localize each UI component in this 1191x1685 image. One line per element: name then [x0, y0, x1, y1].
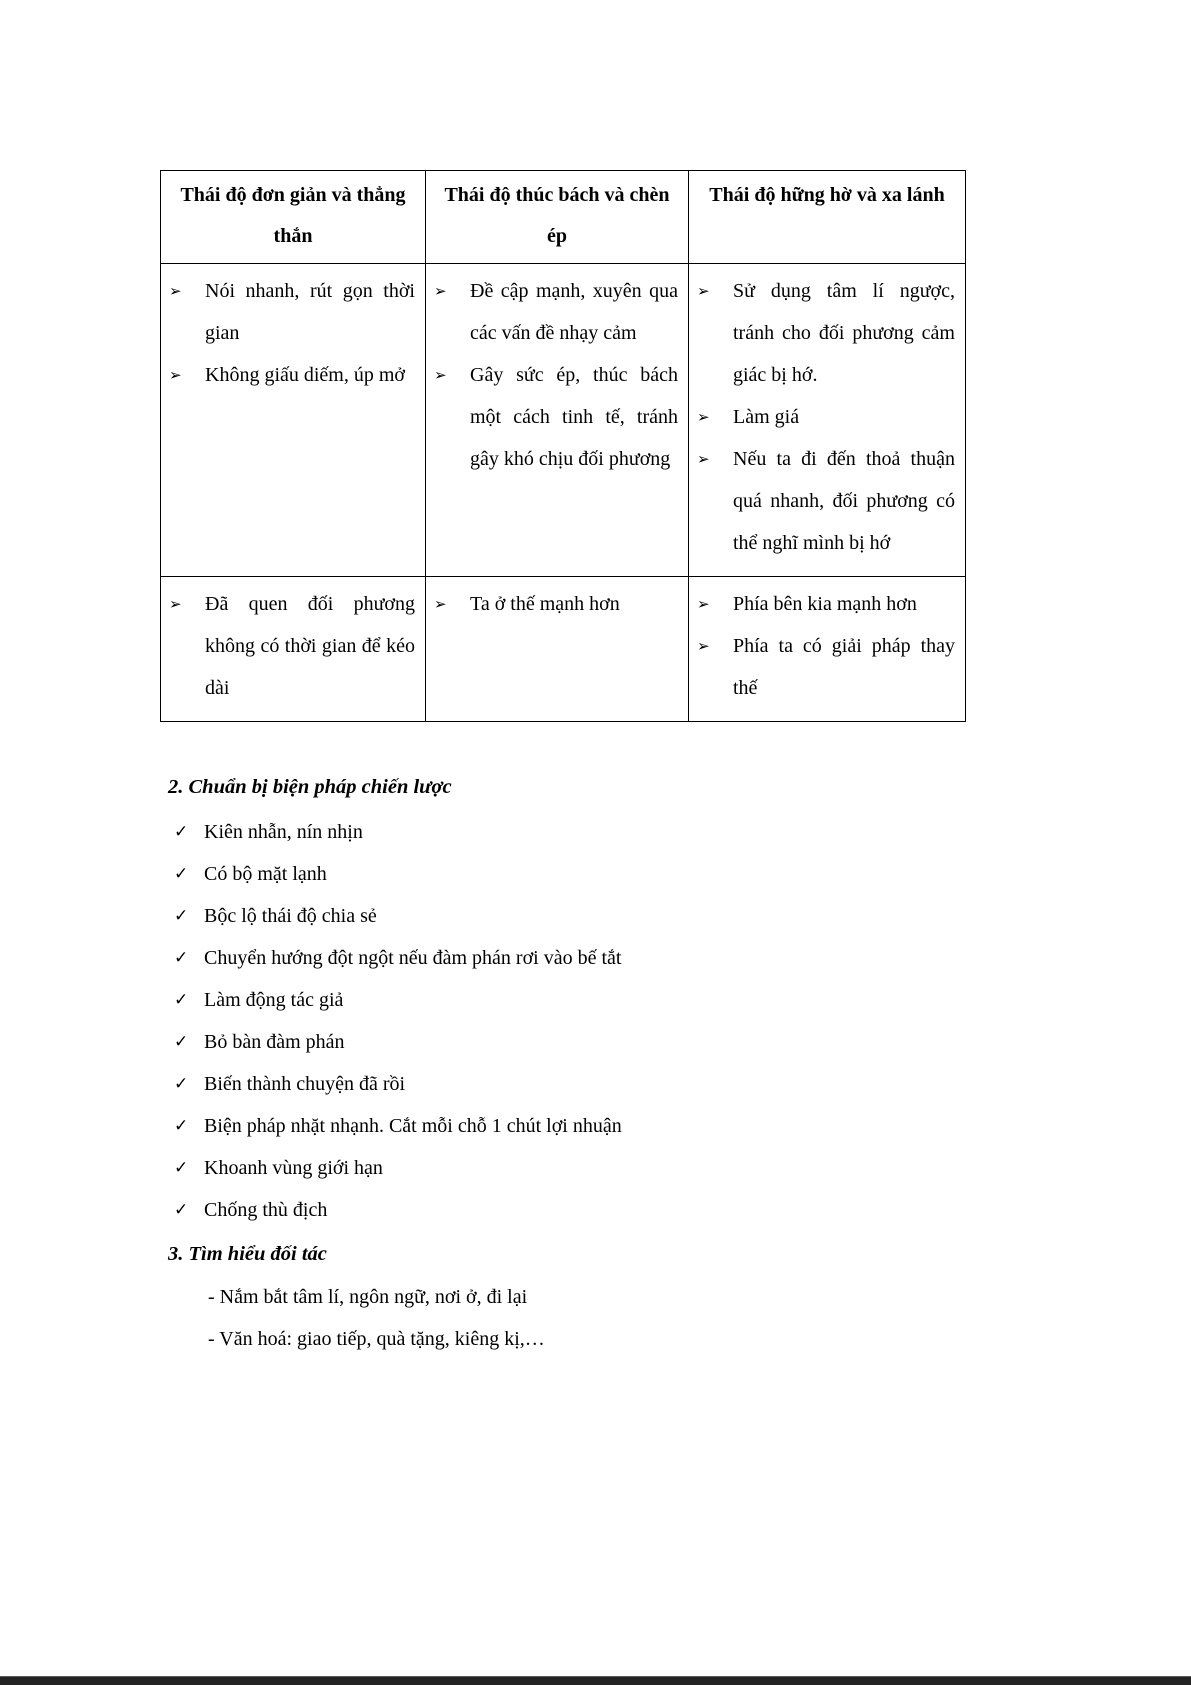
arrowhead-bullet-icon: ➢ — [434, 282, 447, 300]
checklist-item-text: Khoanh vùng giới hạn — [204, 1157, 383, 1180]
arrowhead-bullet-icon: ➢ — [169, 595, 182, 613]
bullet-item-text: Làm giá — [733, 406, 800, 428]
checklist-item-text: Biện pháp nhặt nhạnh. Cắt mỗi chỗ 1 chút lợi nhuận — [204, 1115, 622, 1138]
bullet-item-text: Gây sức ép, thúc bách một cách tinh tế, tránh gây khó chịu đối phương — [470, 364, 678, 470]
arrowhead-bullet-icon: ➢ — [697, 408, 710, 426]
checklist-item — [160, 895, 965, 937]
checklist-item-text: Kiên nhẫn, nín nhịn — [204, 821, 363, 844]
table-header-pressing: Thái độ thúc bách và chèn ép — [426, 171, 689, 264]
checklist-item-text: Bỏ bàn đàm phán — [204, 1031, 345, 1054]
table-cell-r1c1 — [161, 264, 426, 577]
table-cell-r2c1 — [161, 577, 426, 722]
checklist-item — [160, 811, 965, 853]
bullet-item — [169, 270, 415, 354]
table-cell-r2c3 — [689, 577, 966, 722]
section-strategy-preparation — [160, 766, 965, 1231]
table-cell-r1c2 — [426, 264, 689, 577]
table-row — [161, 577, 966, 722]
arrowhead-bullet-icon: ➢ — [697, 282, 710, 300]
check-icon: ✓ — [174, 1116, 189, 1137]
check-icon: ✓ — [174, 906, 189, 927]
check-icon: ✓ — [174, 1200, 189, 1221]
bullet-item — [697, 583, 955, 625]
attitudes-table — [160, 170, 966, 722]
checklist-item-text: Có bộ mặt lạnh — [204, 863, 327, 886]
checklist-item — [160, 937, 965, 979]
bullet-item — [169, 583, 415, 709]
checklist-item — [160, 979, 965, 1021]
arrowhead-bullet-icon: ➢ — [169, 366, 182, 384]
bullet-item-text: Đề cập mạnh, xuyên qua các vấn đề nhạy cảm — [470, 280, 678, 344]
table-header-indifferent: Thái độ hững hờ và xa lánh — [689, 171, 966, 264]
bullet-item — [434, 354, 678, 480]
check-icon: ✓ — [174, 948, 189, 969]
section-heading: 3. Tìm hiểu đối tác — [168, 1243, 327, 1266]
page-bottom-bar — [0, 1676, 1191, 1685]
table-cell-r2c2 — [426, 577, 689, 722]
bullet-item — [697, 270, 955, 396]
strategy-checklist — [160, 811, 965, 1231]
section-heading: 2. Chuẩn bị biện pháp chiến lược — [168, 776, 452, 798]
checklist-item-text: Bộc lộ thái độ chia sẻ — [204, 905, 377, 928]
bullet-item-text: Nói nhanh, rút gọn thời gian — [205, 280, 415, 344]
bullet-item-text: Phía bên kia mạnh hơn — [733, 593, 917, 615]
bullet-item — [434, 270, 678, 354]
dash-item: - Nắm bắt tâm lí, ngôn ngữ, nơi ở, đi lại — [208, 1286, 528, 1309]
arrowhead-bullet-icon: ➢ — [169, 282, 182, 300]
checklist-item — [160, 853, 965, 895]
checklist-item — [160, 1147, 965, 1189]
bullet-item-text: Không giấu diếm, úp mở — [205, 364, 405, 386]
table-header-simple-direct: Thái độ đơn giản và thẳng thắn — [161, 171, 426, 264]
checklist-item — [160, 1189, 965, 1231]
checklist-item-text: Chuyển hướng đột ngột nếu đàm phán rơi vào bế tắt — [204, 947, 622, 970]
table-cell-r1c3 — [689, 264, 966, 577]
check-icon: ✓ — [174, 822, 189, 843]
checklist-item — [160, 1021, 965, 1063]
table-header-row — [161, 171, 966, 264]
bullet-item — [434, 583, 678, 625]
arrowhead-bullet-icon: ➢ — [697, 637, 710, 655]
bullet-item — [697, 396, 955, 438]
check-icon: ✓ — [174, 1032, 189, 1053]
bullet-item — [697, 438, 955, 564]
bullet-item-text: Đã quen đối phương không có thời gian để kéo dài — [205, 593, 415, 699]
arrowhead-bullet-icon: ➢ — [434, 366, 447, 384]
check-icon: ✓ — [174, 1158, 189, 1179]
checklist-item-text: Biến thành chuyện đã rồi — [204, 1073, 406, 1096]
check-icon: ✓ — [174, 990, 189, 1011]
arrowhead-bullet-icon: ➢ — [697, 595, 710, 613]
bullet-item-text: Phía ta có giải pháp thay thế — [733, 635, 955, 699]
check-icon: ✓ — [174, 1074, 189, 1095]
checklist-item — [160, 1105, 965, 1147]
checklist-item-text: Chống thù địch — [204, 1199, 328, 1222]
checklist-item-text: Làm động tác giả — [204, 989, 344, 1012]
arrowhead-bullet-icon: ➢ — [697, 450, 710, 468]
bullet-item-text: Nếu ta đi đến thoả thuận quá nhanh, đối phương có thể nghĩ mình bị hớ — [733, 448, 955, 554]
bullet-item — [697, 625, 955, 709]
section-partner-research — [160, 1233, 965, 1360]
checklist-item — [160, 1063, 965, 1105]
arrowhead-bullet-icon: ➢ — [434, 595, 447, 613]
check-icon: ✓ — [174, 864, 189, 885]
table-row — [161, 264, 966, 577]
bullet-item-text: Sử dụng tâm lí ngược, tránh cho đối phương cảm giác bị hớ. — [733, 280, 955, 386]
dash-item: - Văn hoá: giao tiếp, quà tặng, kiêng kị,… — [208, 1328, 545, 1351]
bullet-item — [169, 354, 415, 396]
bullet-item-text: Ta ở thế mạnh hơn — [470, 593, 620, 615]
